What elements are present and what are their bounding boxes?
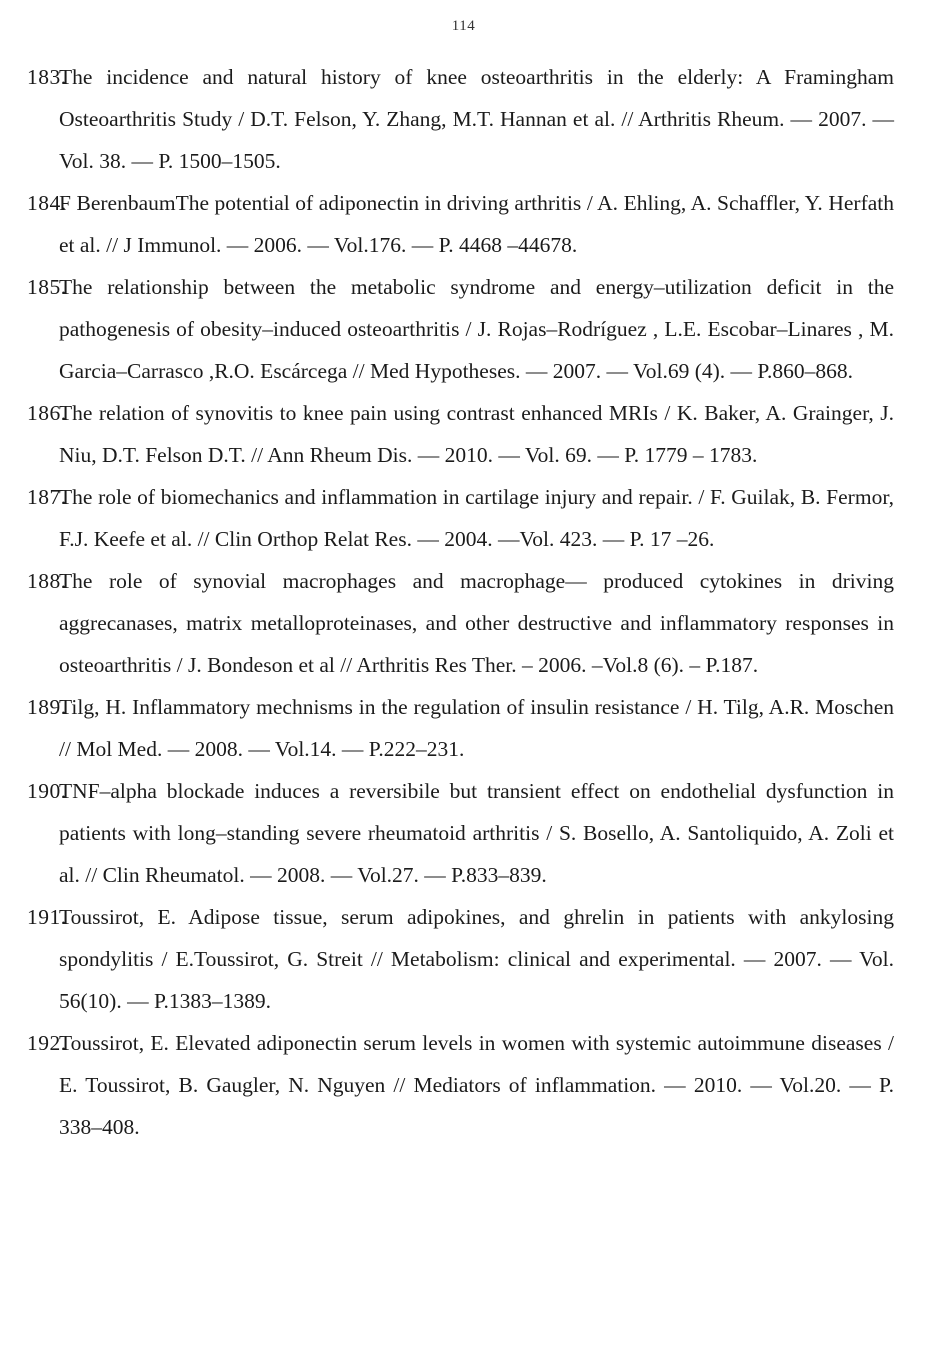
reference-item xyxy=(27,56,894,182)
reference-number: 183 . xyxy=(27,56,59,98)
reference-item xyxy=(27,560,894,686)
reference-text: The relation of synovitis to knee pain using contrast enhanced MRIs / K. Baker, A. Grainger, J. Niu, D.T. Felson D.T. // Ann Rheum Dis. — 2010. — Vol. 69. — P. 1779 – 1783. xyxy=(59,401,894,467)
reference-item xyxy=(27,686,894,770)
reference-text: The incidence and natural history of knee osteoarthritis in the elderly: A Framingham Osteoarthritis Study / D.T. Felson, Y. Zhang, M.T. Hannan et al. // Arthritis Rheum. — 2007. — Vol. 38. — P. 1500–1505. xyxy=(59,65,894,173)
reference-number: 188 . xyxy=(27,560,59,602)
reference-item xyxy=(27,1022,894,1148)
reference-item xyxy=(27,182,894,266)
reference-text: Tilg, H. Inflammatory mechnisms in the regulation of insulin resistance / H. Tilg, A.R. Moschen // Mol Med. — 2008. — Vol.14. — P.222–231. xyxy=(59,695,894,761)
reference-number: 185 . xyxy=(27,266,59,308)
reference-number: 191 . xyxy=(27,896,59,938)
reference-item xyxy=(27,476,894,560)
reference-item xyxy=(27,896,894,1022)
reference-item xyxy=(27,770,894,896)
page-number: 114 xyxy=(451,18,476,34)
reference-number: 189 . xyxy=(27,686,59,728)
reference-text: The role of synovial macrophages and macrophage— produced cytokines in driving aggrecanases, matrix metalloproteinases, and other destructive and inflammatory responses in osteoarthritis / J. Bondeson et al // Arthritis Res Ther. – 2006. –Vol.8 (6). – P.187. xyxy=(59,569,894,677)
reference-text: Toussirot, E. Adipose tissue, serum adipokines, and ghrelin in patients with ankylosing spondylitis / E.Toussirot, G. Streit // Metabolism: clinical and experimental. — 2007. — Vol. 56(10). — P.1383–1389. xyxy=(59,905,894,1013)
reference-text: F BerenbaumThe potential of adiponectin in driving arthritis / A. Ehling, A. Schaffler, Y. Herfath et al. // J Immunol. — 2006. — Vol.176. — P. 4468 –44678. xyxy=(59,191,894,257)
reference-number: 186 . xyxy=(27,392,59,434)
reference-number: 192 . xyxy=(27,1022,59,1064)
reference-item xyxy=(27,266,894,392)
reference-text: Toussirot, E. Elevated adiponectin serum levels in women with systemic autoimmune diseases / E. Toussirot, B. Gaugler, N. Nguyen // Mediators of inflammation. — 2010. — Vol.20. — P. 338–408. xyxy=(59,1031,894,1139)
reference-number: 187 . xyxy=(27,476,59,518)
reference-item xyxy=(27,392,894,476)
reference-number: 184 . xyxy=(27,182,59,224)
reference-text: The relationship between the metabolic syndrome and energy–utilization deficit in the pathogenesis of obesity–induced osteoarthritis / J. Rojas–Rodríguez , L.E. Escobar–Linares , M. Garcia–Carrasco ,R.O. Escárcega // Med Hypotheses. — 2007. — Vol.69 (4). — P.860–868. xyxy=(59,275,894,383)
reference-number: 190 . xyxy=(27,770,59,812)
reference-list xyxy=(27,56,894,1148)
reference-text: The role of biomechanics and inflammation in cartilage injury and repair. / F. Guilak, B. Fermor, F.J. Keefe et al. // Clin Orthop Relat Res. — 2004. —Vol. 423. — P. 17 –26. xyxy=(59,485,894,551)
reference-text: TNF–alpha blockade induces a reversibile but transient effect on endothelial dysfunction in patients with long–standing severe rheumatoid arthritis / S. Bosello, A. Santoliquido, A. Zoli et al. // Clin Rheumatol. — 2008. — Vol.27. — P.833–839. xyxy=(59,779,894,887)
